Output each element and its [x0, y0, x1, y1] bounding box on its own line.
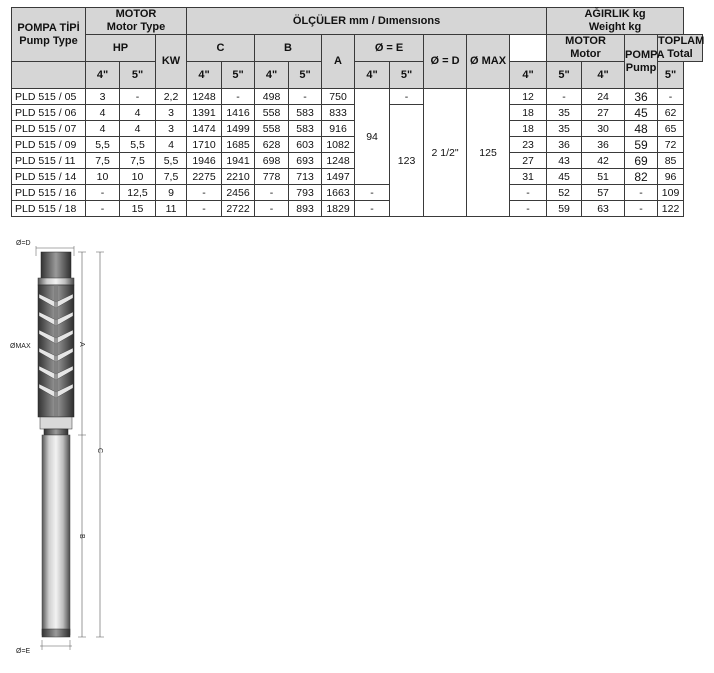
- motor-weight-5: 52: [547, 185, 582, 201]
- od-merged: 2 1/2": [424, 89, 467, 217]
- total-weight-5: 96: [658, 169, 684, 185]
- header-dimensions: ÖLÇÜLER mm / Dımensıons: [187, 8, 547, 35]
- b-5: 603: [289, 137, 322, 153]
- hp-5: 5,5: [120, 137, 156, 153]
- a: 750: [322, 89, 355, 105]
- kw: 11: [156, 201, 187, 217]
- c-4: 1710: [187, 137, 222, 153]
- b-4: 628: [255, 137, 289, 153]
- c-label: C: [96, 448, 103, 454]
- motor-weight-5: 59: [547, 201, 582, 217]
- kw: 9: [156, 185, 187, 201]
- top-collar: [38, 278, 74, 285]
- a: 1663: [322, 185, 355, 201]
- header-motor-4: 4": [510, 62, 547, 89]
- motor-weight-4: 18: [510, 121, 547, 137]
- c-4: 2275: [187, 169, 222, 185]
- omax-merged: 125: [467, 89, 510, 217]
- pump-weight: 36: [582, 137, 625, 153]
- header-c-5: 5": [222, 62, 255, 89]
- b-4: 558: [255, 105, 289, 121]
- b-5: 583: [289, 121, 322, 137]
- total-weight-4: 59: [625, 137, 658, 153]
- header-e-5: 5": [390, 62, 424, 89]
- b-5: 583: [289, 105, 322, 121]
- header-od: Ø = D: [424, 35, 467, 89]
- header-total-4: 4": [582, 62, 625, 89]
- total-weight-4: 45: [625, 105, 658, 121]
- b-4: 698: [255, 153, 289, 169]
- hp-4: 4: [86, 121, 120, 137]
- b-label: B: [78, 534, 85, 539]
- motor-weight-5: 35: [547, 105, 582, 121]
- kw: 4: [156, 137, 187, 153]
- hp-4: 4: [86, 105, 120, 121]
- motor-weight-4: -: [510, 185, 547, 201]
- motor-base: [42, 629, 70, 637]
- c-5: 2456: [222, 185, 255, 201]
- pump-weight: 30: [582, 121, 625, 137]
- b-4: 558: [255, 121, 289, 137]
- motor-weight-4: 18: [510, 105, 547, 121]
- motor-weight-4: 12: [510, 89, 547, 105]
- e-5: -: [390, 89, 424, 105]
- pump-name: PLD 515 / 14: [12, 169, 86, 185]
- header-pump-type: POMPA TİPİ Pump Type: [12, 8, 86, 62]
- pump-shaft: [54, 285, 58, 417]
- table-row: [12, 185, 703, 201]
- hp-5: 10: [120, 169, 156, 185]
- header-weight-total: TOPLAM Total: [658, 35, 705, 60]
- e-4-merged: 94: [355, 89, 390, 185]
- pump-weight: 27: [582, 105, 625, 121]
- pump-name: PLD 515 / 06: [12, 105, 86, 121]
- e-4: -: [355, 201, 390, 217]
- kw: 2,2: [156, 89, 187, 105]
- c-5: 1499: [222, 121, 255, 137]
- pump-weight: 51: [582, 169, 625, 185]
- kw: 3: [156, 121, 187, 137]
- header-b-5: 5": [289, 62, 322, 89]
- table-row: [12, 89, 703, 105]
- motor-weight-4: 23: [510, 137, 547, 153]
- header-hp: HP: [86, 35, 156, 62]
- omax-label: ØMAX: [10, 343, 31, 350]
- total-weight-5: 65: [658, 121, 684, 137]
- header-weight: AĞIRLIK kg Weight kg: [547, 8, 684, 35]
- pump-weight: 57: [582, 185, 625, 201]
- total-weight-5: 85: [658, 153, 684, 169]
- header-hp-4: 4": [86, 62, 120, 89]
- pump-dimension-diagram: [8, 236, 128, 661]
- a: 1497: [322, 169, 355, 185]
- pump-weight: 63: [582, 201, 625, 217]
- b-5: 713: [289, 169, 322, 185]
- header-e-4: 4": [355, 62, 390, 89]
- total-weight-5: 72: [658, 137, 684, 153]
- header-b-4: 4": [255, 62, 289, 89]
- a-label: A: [78, 342, 85, 347]
- header-weight-pompa: POMPA Pump: [625, 35, 658, 89]
- header-kw: KW: [156, 35, 187, 89]
- total-weight-4: -: [625, 185, 658, 201]
- hp-4: -: [86, 201, 120, 217]
- header-total-5: 5": [658, 62, 684, 89]
- hp-5: 4: [120, 121, 156, 137]
- pump-weight: 42: [582, 153, 625, 169]
- pump-weight: 24: [582, 89, 625, 105]
- c-4: 1391: [187, 105, 222, 121]
- motor-weight-5: 45: [547, 169, 582, 185]
- c-4: 1946: [187, 153, 222, 169]
- header-c-4: 4": [187, 62, 222, 89]
- header-motor: MOTOR Motor Type: [86, 8, 187, 35]
- total-weight-4: 69: [625, 153, 658, 169]
- c-5: 2722: [222, 201, 255, 217]
- motor-weight-5: -: [547, 89, 582, 105]
- discharge-head: [41, 252, 71, 280]
- motor-weight-5: 36: [547, 137, 582, 153]
- hp-5: 4: [120, 105, 156, 121]
- total-weight-4: 48: [625, 121, 658, 137]
- header-motor-5: 5": [547, 62, 582, 89]
- a: 916: [322, 121, 355, 137]
- motor-weight-5: 43: [547, 153, 582, 169]
- c-5: 1941: [222, 153, 255, 169]
- header-hp-5: 5": [120, 62, 156, 89]
- kw: 7,5: [156, 169, 187, 185]
- hp-5: 15: [120, 201, 156, 217]
- kw: 5,5: [156, 153, 187, 169]
- motor-weight-5: 35: [547, 121, 582, 137]
- header-a: A: [322, 35, 355, 89]
- total-weight-4: 82: [625, 169, 658, 185]
- c-5: 2210: [222, 169, 255, 185]
- hp-5: -: [120, 89, 156, 105]
- motor-body: [42, 435, 70, 635]
- pump-name: PLD 515 / 05: [12, 89, 86, 105]
- motor-weight-4: -: [510, 201, 547, 217]
- a: 1829: [322, 201, 355, 217]
- e-4: -: [355, 185, 390, 201]
- c-4: 1474: [187, 121, 222, 137]
- b-4: 498: [255, 89, 289, 105]
- coupling: [44, 429, 68, 435]
- header-omax: Ø MAX: [467, 35, 510, 89]
- c-5: 1685: [222, 137, 255, 153]
- hp-5: 7,5: [120, 153, 156, 169]
- pump-name: PLD 515 / 09: [12, 137, 86, 153]
- header-oe: Ø = E: [355, 35, 424, 62]
- hp-4: 10: [86, 169, 120, 185]
- a: 1082: [322, 137, 355, 153]
- header-b: B: [255, 35, 322, 62]
- hp-4: 3: [86, 89, 120, 105]
- total-weight-5: 109: [658, 185, 684, 201]
- pump-name: PLD 515 / 16: [12, 185, 86, 201]
- total-weight-4: -: [625, 201, 658, 217]
- suction-strainer: [40, 417, 72, 429]
- hp-4: -: [86, 185, 120, 201]
- b-4: -: [255, 201, 289, 217]
- hp-4: 5,5: [86, 137, 120, 153]
- e-5-merged: 123: [390, 105, 424, 217]
- total-weight-5: -: [658, 89, 684, 105]
- motor-weight-4: 27: [510, 153, 547, 169]
- b-5: 893: [289, 201, 322, 217]
- header-pump-spacer: [12, 62, 86, 89]
- a: 1248: [322, 153, 355, 169]
- od-label: Ø=D: [16, 240, 31, 247]
- motor-weight-4: 31: [510, 169, 547, 185]
- total-weight-5: 122: [658, 201, 684, 217]
- pump-name: PLD 515 / 07: [12, 121, 86, 137]
- total-weight-4: 36: [625, 89, 658, 105]
- b-4: -: [255, 185, 289, 201]
- b-5: -: [289, 89, 322, 105]
- hp-5: 12,5: [120, 185, 156, 201]
- pump-name: PLD 515 / 18: [12, 201, 86, 217]
- a: 833: [322, 105, 355, 121]
- c-4: -: [187, 201, 222, 217]
- c-5: 1416: [222, 105, 255, 121]
- c-5: -: [222, 89, 255, 105]
- oe-label: Ø=E: [16, 648, 31, 655]
- header-c: C: [187, 35, 255, 62]
- total-weight-5: 62: [658, 105, 684, 121]
- hp-4: 7,5: [86, 153, 120, 169]
- header-weight-motor: MOTOR Motor: [547, 35, 625, 62]
- pump-name: PLD 515 / 11: [12, 153, 86, 169]
- c-4: 1248: [187, 89, 222, 105]
- b-4: 778: [255, 169, 289, 185]
- b-5: 793: [289, 185, 322, 201]
- kw: 3: [156, 105, 187, 121]
- b-5: 693: [289, 153, 322, 169]
- table-row: [12, 201, 703, 217]
- c-4: -: [187, 185, 222, 201]
- dimensions-table: [11, 7, 703, 217]
